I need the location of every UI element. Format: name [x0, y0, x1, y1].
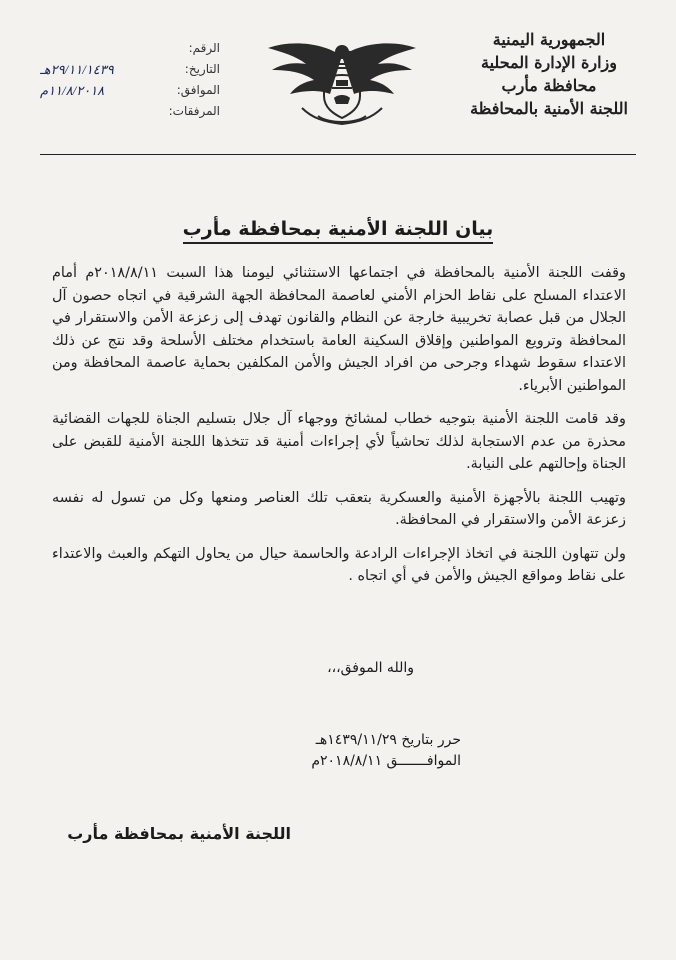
ref-attachments-label: المرفقات:	[168, 104, 220, 118]
paragraph-3: وتهيب اللجنة بالأجهزة الأمنية والعسكرية بتعقب تلك العناصر ومنعها وكل من تسول له نفسه زعزعة الأمن والاستقرار في المحافظة.	[52, 489, 626, 528]
issue-date-gregorian: الموافـــــــق ٢٠١٨/٨/١١م	[311, 753, 461, 769]
closing-phrase: والله الموفق،،،	[327, 660, 414, 676]
letterhead-line-republic: الجمهورية اليمنية	[492, 30, 606, 49]
ref-date-row	[40, 59, 220, 80]
ref-date-label: التاريخ:	[184, 62, 220, 76]
yemen-eagle-emblem-icon	[262, 38, 422, 128]
paragraph-1: وقفت اللجنة الأمنية بالمحافظة في اجتماعها الاستثنائي ليومنا هذا السبت ٢٠١٨/٨/١١م أمام الاعتداء المسلح على نقاط الحزام الأمني لعاصمة المحافظة الجهة الشرقية في اتجاه حصون آل الجلال من قبل عصابة تخريبية خارجة عن النظام والقانون تهدف إلى زعزعة الأمن والاستقرار في المحافظة وترويع المواطنين وإقلاق السكينة العامة باستخدام مختلف الأسلحة وقد نتج عن ذلك الاعتداء سقوط شهداء وجرحى من افراد الجيش والأمن المكلفين بحماية عاصمة المحافظة ومن المواطنين الأبرياء.	[52, 265, 626, 394]
ref-date-value: ٢٩/١١/١٤٣٩هـ	[40, 62, 114, 77]
letterhead-authority	[464, 28, 634, 120]
ref-number-row	[40, 38, 220, 59]
letterhead-line-committee: اللجنة الأمنية بالمحافظة	[470, 99, 628, 118]
statement-body	[52, 262, 626, 599]
signature-committee: اللجنة الأمنية بمحافظة مأرب	[67, 824, 291, 843]
ref-corresponding-row	[40, 80, 220, 101]
ref-number-label: الرقم:	[188, 41, 220, 55]
statement-title-text: بيان اللجنة الأمنية بمحافظة مأرب	[183, 218, 494, 244]
statement-title	[0, 218, 676, 240]
issue-date-block	[311, 730, 461, 772]
ref-corresponding-value: ١١/٨/٢٠١٨م	[40, 83, 105, 98]
issue-date-hijri: حرر بتاريخ ١٤٣٩/١١/٢٩هـ	[315, 732, 461, 748]
ref-attachments-row	[40, 101, 220, 122]
document-reference-fields	[40, 38, 220, 122]
letterhead-line-ministry: وزارة الإدارة المحلية	[481, 53, 617, 72]
ref-corresponding-label: الموافق:	[176, 83, 220, 97]
letterhead-line-governorate: محافظة مأرب	[501, 76, 597, 95]
paragraph-4: ولن تتهاون اللجنة في اتخاذ الإجراءات الرادعة والحاسمة حيال من يحاول التهكم والعبث والاعتداء على نقاط ومواقع الجيش والأمن في أي اتجاه .	[52, 545, 626, 584]
header-divider	[40, 154, 636, 155]
paragraph-2: وقد قامت اللجنة الأمنية بتوجيه خطاب لمشائخ ووجهاء آل جلال بتسليم الجناة للجهات القضائية محذرة من عدم الاستجابة لذلك تحاشياً لأي إجراءات أمنية قد تتخذها اللجنة الأمنية للقبض على الجناة وإحالتهم على النيابة.	[52, 411, 626, 472]
